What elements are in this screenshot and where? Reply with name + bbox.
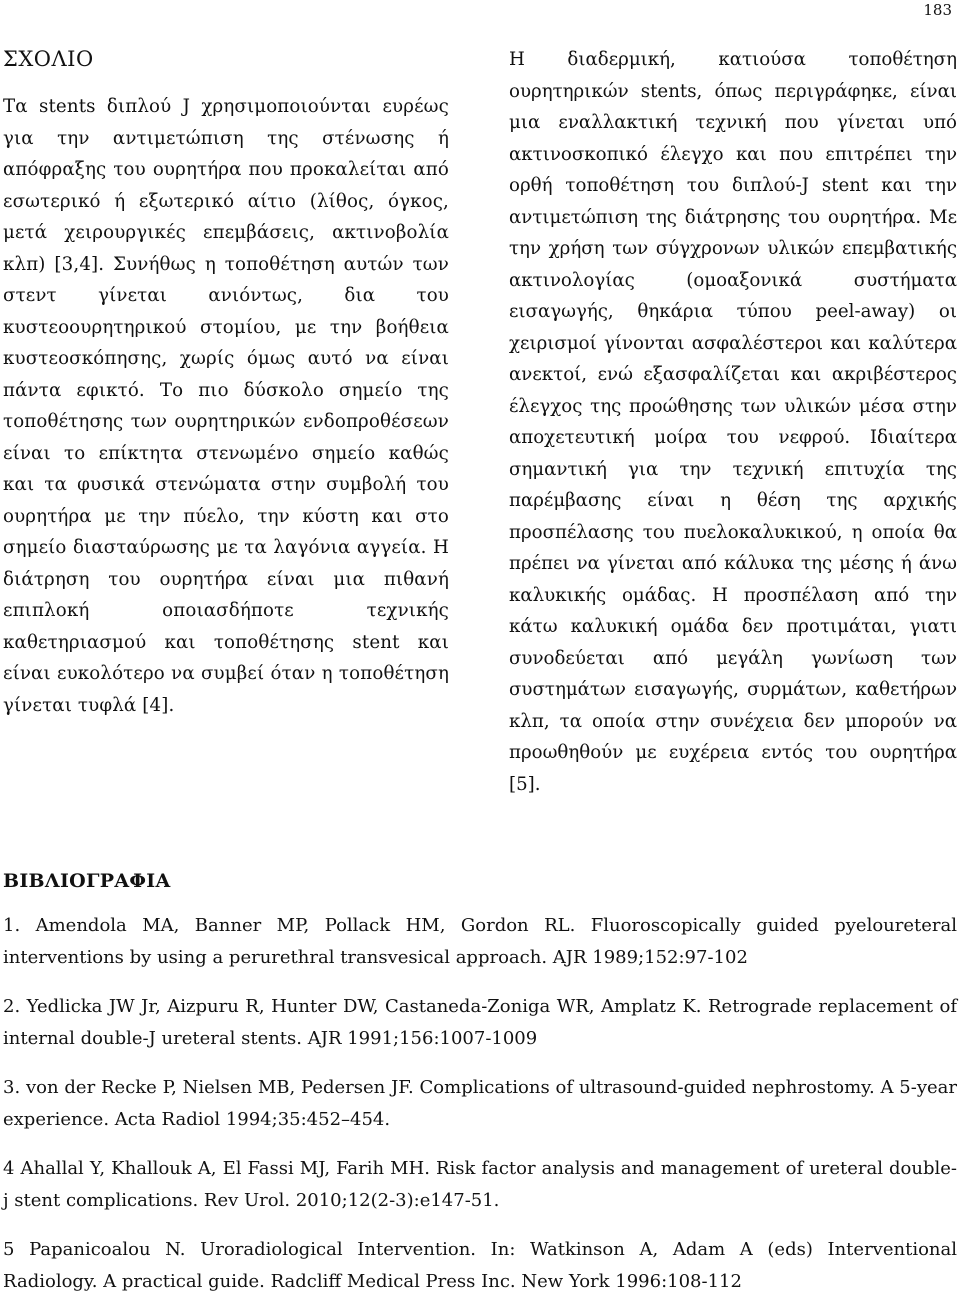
page-number: 183 xyxy=(923,1,952,19)
reference-item: 5 Papanicoalou N. Uroradiological Intervention. In: Watkinson A, Adam A (eds) Interventional Radiology. A practical guide. Radcliff Medical Press Inc. New York 1996:108-112 xyxy=(3,1239,957,1292)
reference-item: 4 Ahallal Y, Khallouk A, El Fassi MJ, Farih MH. Risk factor analysis and management of ureteral double-j stent complications. Rev Urol. 2010;12(2-3):e147-51. xyxy=(3,1158,957,1211)
bibliography-heading: ΒΙΒΛΙΟΓΡΑΦΙΑ xyxy=(3,870,171,892)
reference-item: 2. Yedlicka JW Jr, Aizpuru R, Hunter DW, Castaneda-Zoniga WR, Amplatz K. Retrograde replacement of internal double-J ureteral stents. AJR 1991;156:1007-1009 xyxy=(3,996,957,1049)
comment-section xyxy=(3,44,957,800)
comment-paragraph-left: Τα stents διπλού J χρησιμοποιούνται ευρέως για την αντιμετώπιση της στένωσης ή απόφραξης του ουρητήρα που προκαλείται από εσωτερικό ή εξωτερικό αίτιο (λίθος, όγκος, μετά χειρουργικές επεμβάσεις, ακτινοβολία κλπ) [3,4]. Συνήθως η τοποθέτηση αυτών των στεντ γίνεται ανιόντως, δια του κυστεοουρητηρικού στομίου, με την βοήθεια κυστεοσκόπησης, χωρίς όμως αυτό να είναι πάντα εφικτό. Το πιο δύσκολο σημείο της τοποθέτησης των ουρητηρικών ενδοπροθέσεων είναι το επίκτητα στενωμένο σημείο καθώς και τα φυσικά στενώματα στην συμβολή του ουρητήρα με την πύελο, την κύστη και στο σημείο διασταύρωσης με τα λαγόνια αγγεία. Η διάτρηση του ουρητήρα είναι μια πιθανή επιπλοκή οποιασδήποτε τεχνικής καθετηριασμού και τοποθέτησης stent και είναι ευκολότερο να συμβεί όταν η τοποθέτηση γίνεται τυφλά [4]. xyxy=(3,96,449,716)
left-column xyxy=(3,44,449,800)
reference-item: 1. Amendola MA, Banner MP, Pollack HM, Gordon RL. Fluoroscopically guided pyeloureteral interventions by using a perurethral transvesical approach. AJR 1989;152:97-102 xyxy=(3,915,957,968)
reference-item: 3. von der Recke P, Nielsen MB, Pedersen JF. Complications of ultrasound-guided nephrostomy. A 5-year experience. Acta Radiol 1994;35:452–454. xyxy=(3,1077,957,1130)
comment-paragraph-right: Η διαδερμική, κατιούσα τοποθέτηση ουρητηρικών stents, όπως περιγράφηκε, είναι μια εναλλακτική τεχνική που γίνεται υπό ακτινοσκοπικό έλεγχο και που επιτρέπει την ορθή τοποθέτηση του διπλού-J stent και την αντιμετώπιση της διάτρησης του ουρητήρα. Με την χρήση των σύγχρονων υλικών επεμβατικής ακτινολογίας (ομοαξονικά συστήματα εισαγωγής, θηκάρια τύπου peel-away) οι χειρισμοί γίνονται ασφαλέστεροι και καλύτερα ανεκτοί, ενώ εξασφαλίζεται και ακριβέστερος έλεγχος της προώθησης των υλικών μέσα στην αποχετευτική μοίρα του νεφρού. Ιδιαίτερα σημαντική για την τεχνική επιτυχία της παρέμβασης είναι η θέση της αρχικής προσπέλασης του πυελοκαλυκικού, η οποία θα πρέπει να γίνεται από κάλυκα της μέσης ή άνω καλυκικής ομάδας. Η προσπέλαση από την κάτω καλυκική ομάδα δεν προτιμάται, γιατι συνοδεύεται από μεγάλη γωνίωση των συστημάτων εισαγωγής, συρμάτων, καθετήρων κλπ, τα οποία στην συνέχεια δεν μπορούν να προωθηθούν με ευχέρεια εντός του ουρητήρα [5]. xyxy=(509,49,957,795)
comment-heading: ΣΧΟΛΙΟ xyxy=(3,47,94,71)
bibliography-section xyxy=(3,866,957,1315)
right-column xyxy=(509,44,957,800)
